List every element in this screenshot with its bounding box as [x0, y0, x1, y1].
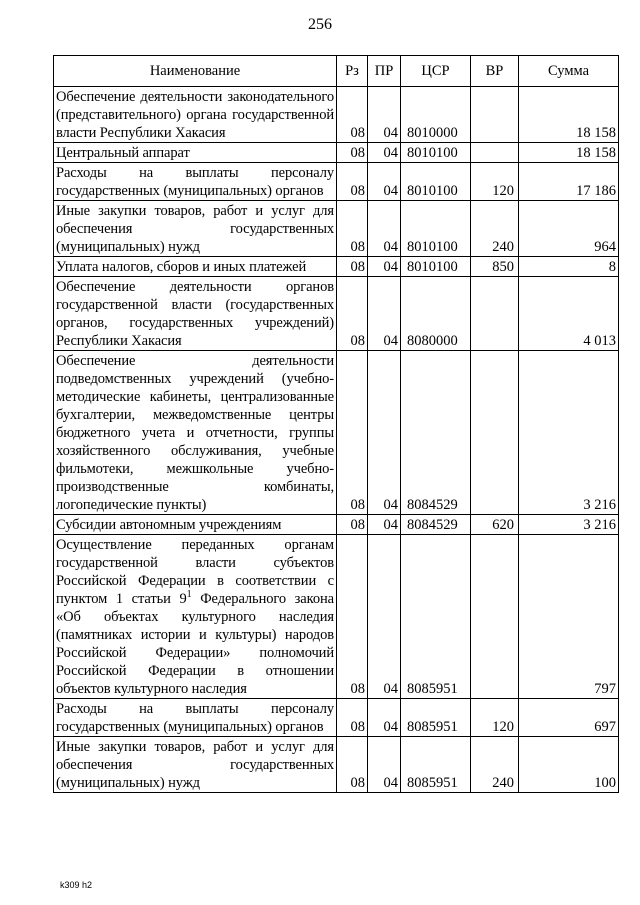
table-row: [54, 351, 619, 515]
row-csr: 8010100: [401, 143, 471, 163]
row-vr: [471, 535, 519, 699]
row-name: Обеспечение деятельности подведомственных учреждений (учебно-методические кабинеты, централизованные бухгалтерии, межведомственные центры бюджетного учета и отчетности, группы хозяйственного обслуживания, учебные фильмотеки, межшкольные учебно-производственные комбинаты, логопедические пункты): [54, 351, 337, 515]
row-vr: 240: [471, 201, 519, 257]
row-csr: 8085951: [401, 535, 471, 699]
column-header-sum: Сумма: [519, 56, 619, 87]
table-row: [54, 257, 619, 277]
row-vr: 240: [471, 737, 519, 793]
row-csr: 8010100: [401, 201, 471, 257]
row-pr: 04: [368, 163, 401, 201]
row-name: Субсидии автономным учреждениям: [54, 515, 337, 535]
row-rz: 08: [337, 515, 368, 535]
column-header-rz: Рз: [337, 56, 368, 87]
row-rz: 08: [337, 87, 368, 143]
row-name: Иные закупки товаров, работ и услуг для обеспечения государственных (муниципальных) нужд: [54, 737, 337, 793]
table-header-row: [54, 56, 619, 87]
row-csr: 8010100: [401, 257, 471, 277]
row-sum: 17 186: [519, 163, 619, 201]
budget-table: [53, 55, 619, 793]
row-sum: 4 013: [519, 277, 619, 351]
row-pr: 04: [368, 143, 401, 163]
row-vr: [471, 143, 519, 163]
row-name: Центральный аппарат: [54, 143, 337, 163]
row-pr: 04: [368, 535, 401, 699]
table-row: [54, 143, 619, 163]
row-pr: 04: [368, 737, 401, 793]
row-rz: 08: [337, 277, 368, 351]
row-pr: 04: [368, 515, 401, 535]
row-pr: 04: [368, 87, 401, 143]
row-csr: 8085951: [401, 699, 471, 737]
row-csr: 8084529: [401, 515, 471, 535]
row-sum: 797: [519, 535, 619, 699]
row-vr: [471, 351, 519, 515]
row-name: Иные закупки товаров, работ и услуг для обеспечения государственных (муниципальных) нужд: [54, 201, 337, 257]
row-rz: 08: [337, 351, 368, 515]
row-sum: 8: [519, 257, 619, 277]
row-rz: 08: [337, 143, 368, 163]
row-sum: 18 158: [519, 143, 619, 163]
row-sum: 697: [519, 699, 619, 737]
row-vr: [471, 277, 519, 351]
table-row: [54, 699, 619, 737]
row-vr: [471, 87, 519, 143]
row-pr: 04: [368, 351, 401, 515]
row-sum: 964: [519, 201, 619, 257]
row-vr: 120: [471, 163, 519, 201]
row-csr: 8080000: [401, 277, 471, 351]
row-pr: 04: [368, 201, 401, 257]
column-header-vr: ВР: [471, 56, 519, 87]
row-pr: 04: [368, 257, 401, 277]
row-name-part: Федерального закона «Об объектах культурного наследия (памятниках истории и культуры) народов Российской Федерации» полномочий Российской Федерации в отношении объектов культурного наследия: [56, 591, 334, 697]
row-rz: 08: [337, 257, 368, 277]
row-pr: 04: [368, 277, 401, 351]
row-sum: 18 158: [519, 87, 619, 143]
column-header-name: Наименование: [54, 56, 337, 87]
table-row: [54, 277, 619, 351]
row-rz: 08: [337, 535, 368, 699]
row-rz: 08: [337, 201, 368, 257]
row-sum: 3 216: [519, 515, 619, 535]
table-row: [54, 87, 619, 143]
row-rz: 08: [337, 737, 368, 793]
row-name: Обеспечение деятельности законодательного (представительного) органа государственной власти Республики Хакасия: [54, 87, 337, 143]
row-csr: 8010100: [401, 163, 471, 201]
row-sum: 3 216: [519, 351, 619, 515]
row-vr: 850: [471, 257, 519, 277]
row-name-part: Осуществление переданных органам государственной власти субъектов Российской Федерации в соответствии с пунктом 1 статьи 9: [56, 537, 334, 607]
row-rz: 08: [337, 699, 368, 737]
row-sum: 100: [519, 737, 619, 793]
row-vr: 620: [471, 515, 519, 535]
row-pr: 04: [368, 699, 401, 737]
row-vr: 120: [471, 699, 519, 737]
table-row: [54, 515, 619, 535]
table-row: [54, 163, 619, 201]
row-name: Расходы на выплаты персоналу государственных (муниципальных) органов: [54, 163, 337, 201]
page-number: 256: [308, 16, 332, 33]
row-name: Расходы на выплаты персоналу государственных (муниципальных) органов: [54, 699, 337, 737]
row-csr: 8010000: [401, 87, 471, 143]
column-header-csr: ЦСР: [401, 56, 471, 87]
row-name: Обеспечение деятельности органов государственной власти (государственных органов, государственных учреждений) Республики Хакасия: [54, 277, 337, 351]
superscript: 1: [186, 589, 192, 601]
table-row: [54, 535, 619, 699]
row-name: Уплата налогов, сборов и иных платежей: [54, 257, 337, 277]
table-row: [54, 201, 619, 257]
row-csr: 8085951: [401, 737, 471, 793]
row-csr: 8084529: [401, 351, 471, 515]
document-footer-code: k309 h2: [60, 880, 93, 890]
column-header-pr: ПР: [368, 56, 401, 87]
row-rz: 08: [337, 163, 368, 201]
row-name: [54, 535, 337, 699]
table-row: [54, 737, 619, 793]
